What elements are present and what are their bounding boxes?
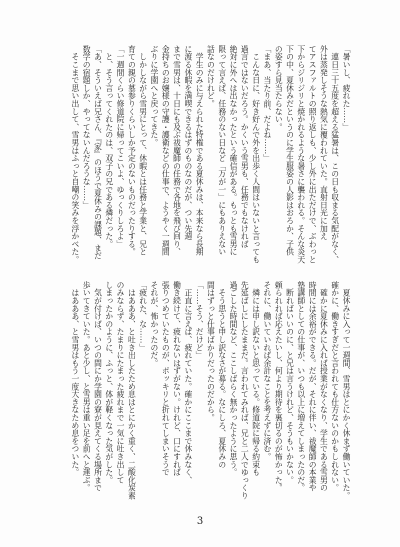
upper-tier-line: 「一週間くらい修道院に帰ってこいよ、ゆっくりしろよ」 — [116, 45, 126, 248]
lower-tier-line: はあああ、と雪男はもう一度大きなため息をついた。 — [70, 281, 80, 476]
upper-tier-line: 話なのだけれど。 — [206, 45, 216, 108]
upper-tier-line: 学生のみに与えられた特権である夏休みは、本来なら長期 — [195, 45, 205, 256]
lower-tier-line: それが、怖かったのだ。 — [149, 281, 159, 367]
lower-tier-line: 働き続けて、疲れないはずがない。けれど、口にすれば — [172, 281, 182, 476]
lower-tier-line: 確かに夏休みに入れば授業がなくなり、学生である雪男の — [319, 281, 329, 492]
lower-tier-line: しまったかのように、ふっと、体が軽くなった気がした。 — [104, 281, 114, 484]
lower-tier-line: 夏休みに入って一週間、雪男はとにかく休まず働いていた。 — [342, 281, 351, 500]
upper-tier-line: 連日三十五度を超える猛暑は、この日も収まる気配がなく、 — [330, 45, 340, 264]
upper-tier-line: 金持ちのお嬢様の守護・護衛などの仕事で、ようやく一週間 — [161, 45, 171, 256]
upper-tier-line: 数学の宿題しか、やってないんだろうな……」 — [82, 45, 92, 209]
lower-tier-line: のみならず、たまりにたまった疲れまで一気に吐き出して — [116, 281, 126, 484]
lower-tier-line: 「疲れた、な……」 — [138, 281, 148, 352]
lower-tier-line: 張りつめていたものが、ポッキリと折れてしまいそうで — [161, 281, 171, 476]
lower-tier — [50, 281, 352, 505]
lower-tier-line: 先延ばしにしたままだ。言われてみれば、兄と二人でゆっくり — [240, 281, 250, 500]
upper-tier-line: 過言ではないだろう。かくいう雪男も、任務でもなければ — [240, 45, 250, 248]
upper-tier — [50, 45, 352, 269]
upper-tier-line: 絶対に外へは出なかったという確信がある。もっとも雪男に — [229, 45, 239, 256]
upper-tier-line: 「暑いし、疲れた……」 — [342, 45, 351, 131]
lower-tier-line: 断ればいいのに、と兄は言うけれど、そうもいかない。 — [285, 281, 295, 484]
lower-tier-line: 確かに、働きすぎだと言われても仕方ないのかもしれない。 — [330, 281, 340, 492]
upper-tier-line: ぶりに学園へと戻ってきた。 — [149, 45, 159, 147]
upper-tier-line: 育ての親の墓参りくらいしか予定のないものだったりする。 — [127, 45, 137, 256]
lower-tier-line: それに、働いていれば余計なことを考えずに済む。 — [262, 281, 272, 461]
lower-tier-line: 間はずっと仕事ばかりだったのだから。 — [206, 281, 216, 422]
upper-tier-line: に渡る休暇を満喫できるはずのものなのだが、つい先週 — [183, 45, 193, 240]
lower-tier-line: 「……そう、だけど」 — [195, 281, 205, 359]
upper-tier-line: 「あ、そういえば兄さん、『家』のほうで夏休みの課題、まだ — [93, 45, 103, 260]
upper-tier-line: 外は蒸発しそうな熱気に覆われていた。直射日光に加え — [319, 45, 329, 240]
lower-tier-line: 気が付けば、いつの間にか学園の寮が見えてくる場所まで — [93, 281, 103, 492]
lower-tier-line: 時間には余裕ができる。だが、それに伴い、祓魔師の本業や — [308, 281, 318, 492]
lower-tier-line: はあああ、と吐き出したため息はとにかく重く、二酸化炭素 — [127, 281, 137, 500]
upper-tier-line: そこまで思い出して、雪男はふっと自嘲の笑みを浮かべた。 — [70, 45, 80, 264]
upper-tier-line: 下からジリジリと焼かれるような暑さに襲われる。そんな炎天 — [296, 45, 306, 264]
lower-tier-line: 燐には申し訳ないと思っている。修道院に帰る約束も — [251, 281, 261, 476]
lower-tier-line: 頼られれば応えたいし、何より期待を裏切るのが怖かった。 — [274, 281, 284, 492]
upper-tier-line: と、そう言ってくれたのは、双子の兄である燐だった。 — [104, 45, 114, 248]
upper-tier-line: 「まあ、当たり前、だよね……」 — [262, 45, 272, 162]
upper-tier-line: 限って言えば、任務のない日など「万が一」にもありえない — [217, 45, 227, 256]
upper-tier-line: こんな日に、好き好んで外を出歩く人間はいないと言っても — [251, 45, 261, 264]
lower-tier-line: 歩いてきていた。あと少し、と雪男は重い足を前へと運ぶ。 — [82, 281, 92, 492]
upper-tier-line: まで雪男は、十日にも及ぶ祓魔師の任務で各地を飛び回り、 — [172, 45, 182, 256]
upper-tier-line: の姿すら見当たらない。 — [274, 45, 284, 131]
page-number: 3 — [196, 516, 204, 527]
lower-tier-line: 過ごした時間など、ここしばらく無かったように思う。 — [229, 281, 239, 476]
upper-tier-line: しかしながら雪男にとって、休暇とは任務と学業と、兄と — [138, 45, 148, 256]
lower-tier-line: 塾講師としての仕事が、いつも以上に増えてしまったのだ。 — [296, 281, 306, 492]
upper-tier-line: 下の中、夏休みだというのに学生服姿の人影はおろか、子供 — [285, 45, 295, 256]
lower-tier-line: 正直に言えば、疲れていた。確かにここまで休みなく、 — [183, 281, 193, 484]
upper-tier-line: てアスファルトの照り返しも、少し外に出ただけで、ぶわっと — [308, 45, 318, 264]
lower-tier-line: そう思うと申し訳なさが募る。なにしろ、夏休みの — [217, 281, 227, 469]
